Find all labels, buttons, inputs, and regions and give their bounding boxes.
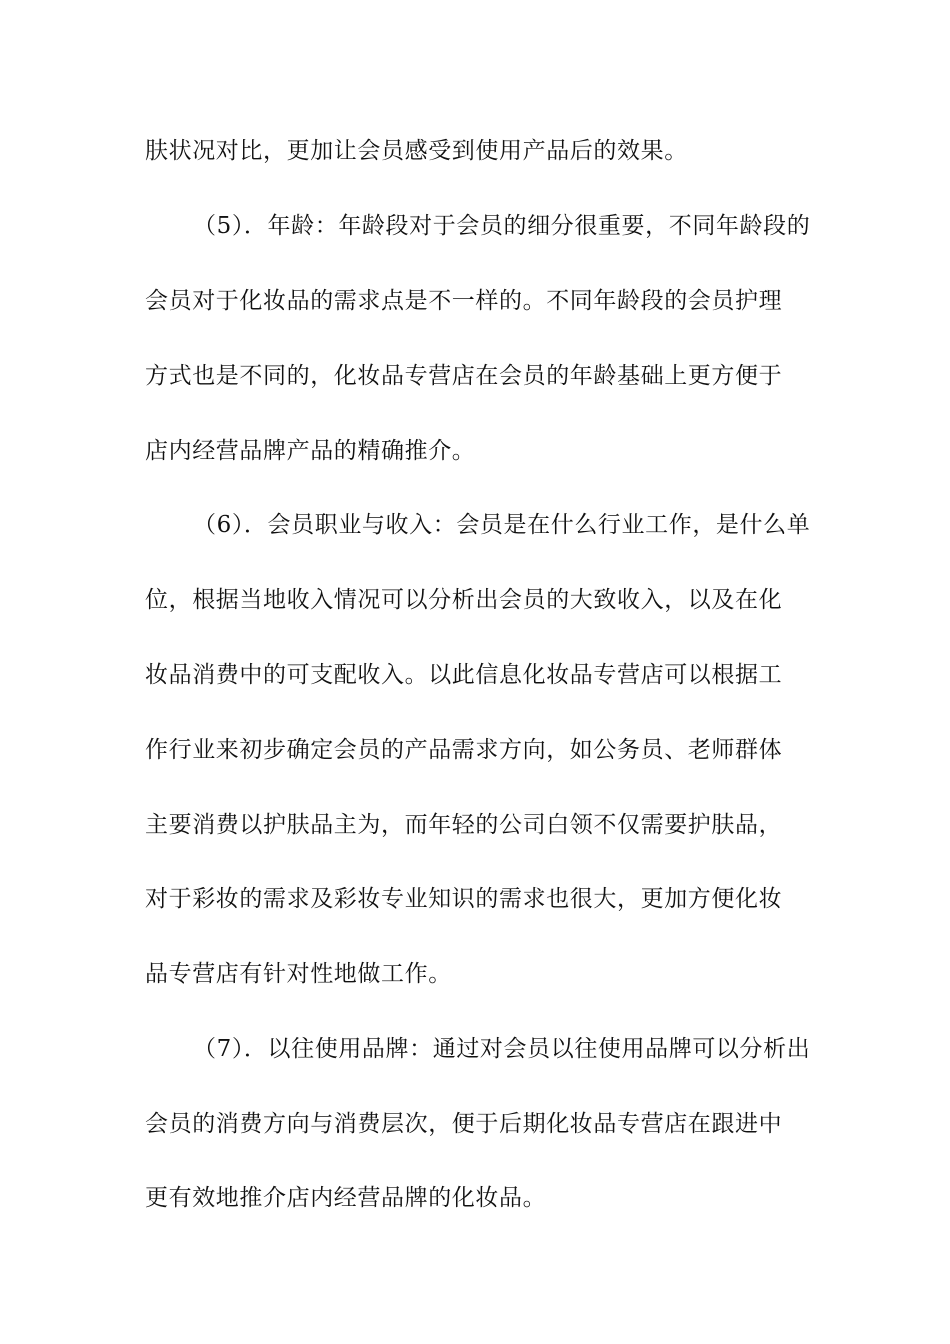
text-line: 更有效地推介店内经营品牌的化妆品。 — [145, 1185, 547, 1211]
text-line: 会员的消费方向与消费层次，便于后期化妆品专营店在跟进中 — [145, 1111, 783, 1137]
text-line: 店内经营品牌产品的精确推介。 — [145, 438, 476, 464]
text-line: 会员对于化妆品的需求点是不一样的。不同年龄段的会员护理 — [145, 288, 783, 314]
text-line: （7）．以往使用品牌：通过对会员以往使用品牌可以分析出 — [193, 1036, 810, 1062]
text-line: 主要消费以护肤品主为，而年轻的公司白领不仅需要护肤品， — [145, 812, 783, 838]
text-line: （6）．会员职业与收入：会员是在什么行业工作，是什么单 — [193, 512, 810, 538]
text-line: 作行业来初步确定会员的产品需求方向，如公务员、老师群体 — [145, 737, 783, 763]
text-line: 肤状况对比，更加让会员感受到使用产品后的效果。 — [145, 138, 688, 164]
text-line: 妆品消费中的可支配收入。以此信息化妆品专营店可以根据工 — [145, 662, 783, 688]
text-line: 对于彩妆的需求及彩妆专业知识的需求也很大，更加方便化妆 — [145, 886, 783, 912]
text-line: 品专营店有针对性地做工作。 — [145, 961, 452, 987]
text-line: 位，根据当地收入情况可以分析出会员的大致收入，以及在化 — [145, 587, 783, 613]
text-line: 方式也是不同的，化妆品专营店在会员的年龄基础上更方便于 — [145, 363, 783, 389]
text-line: （5）．年龄：年龄段对于会员的细分很重要，不同年龄段的 — [193, 213, 810, 239]
